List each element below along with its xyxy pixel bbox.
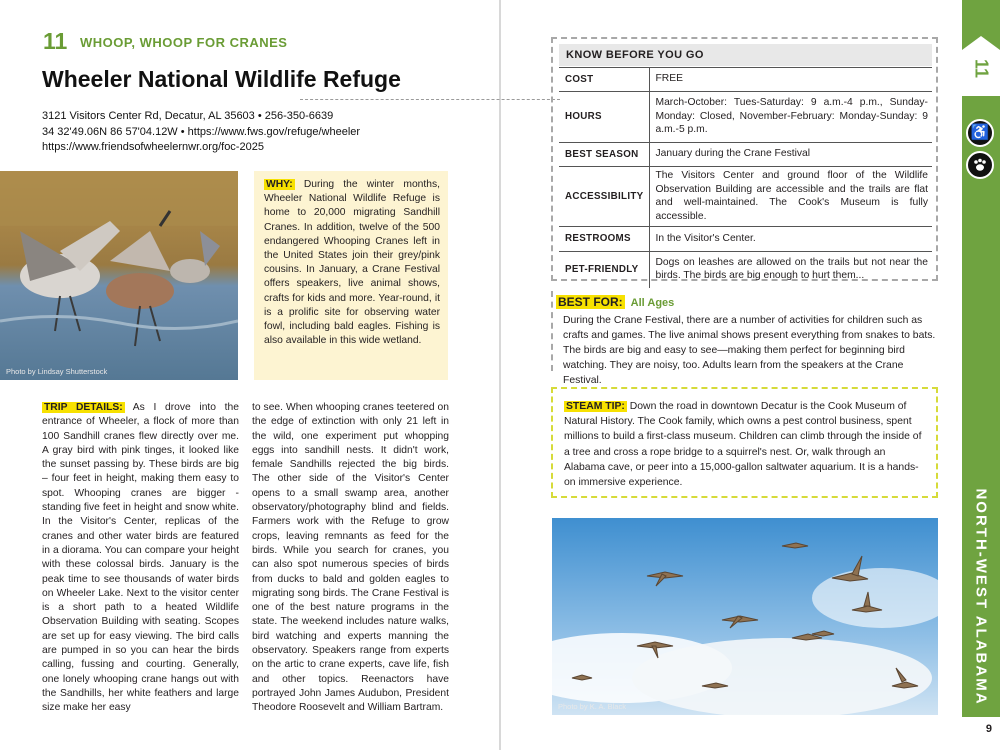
row-value: The Visitors Center and ground floor of the Wildlife Observation Building are accessible and the trails are flat and well-maintained. The Cook's Museum is fully accessible. <box>649 167 932 227</box>
know-before-you-go-table <box>559 67 932 288</box>
photo-credit: Photo by Lindsay Shutterstock <box>6 367 108 376</box>
row-key: PET-FRIENDLY <box>559 252 649 288</box>
best-for-text: During the Crane Festival, there are a number of activities for children such as crafts and games. The live animal shows present everything from snakes to bats. The birds are big and easy to see—making them perfect for beginning bird watching. They are noisy, too. Adults learn from the speakers at the Crane Festival. <box>563 315 936 386</box>
trip-details-label: TRIP DETAILS: <box>44 402 123 413</box>
flying-cranes-photo <box>552 518 938 715</box>
divider-line <box>300 99 560 100</box>
sandhill-cranes-photo <box>0 171 238 380</box>
row-value: January during the Crane Festival <box>649 143 932 167</box>
best-for-label: BEST FOR: <box>558 295 623 309</box>
steam-tip-box <box>551 387 938 498</box>
best-for-heading <box>556 295 674 309</box>
wheelchair-icon: ♿ <box>966 119 994 147</box>
table-row <box>559 167 932 227</box>
trip-details-column-2 <box>252 401 449 716</box>
trip-details-text-1: As I drove into the entrance of Wheeler, a flock of more than 100 Sandhill cranes flew directly over me. A gray bird with pink tinges, it looked like the sunset passing by. These birds are big – four feet in height, making them easy to spot. Whooping cranes are bigger -standing five feet in height and snow white. In the Visitor's Center, replicas of the cranes and other water birds are featured in a diorama. You can compare your height with these colossal birds. January is the peak time to see thousands of water birds on Wheeler Lake. Next to the visitor center is a short path to a heated Wildlife Observation Building with seating. Scopes are set up for easy viewing. The bird calls are pumped in so you can hear the birds calling, fussing and courting. Generally, one lonely whooping crane hangs out with the Sandhills, her white feathers and large size make her easy <box>42 402 239 714</box>
address-line: 3121 Visitors Center Rd, Decatur, AL 35603 • 256-350-6639 <box>42 110 334 122</box>
why-label: WHY: <box>266 179 293 190</box>
row-key: COST <box>559 68 649 92</box>
table-row <box>559 227 932 252</box>
row-value: March-October: Tues-Saturday: 9 a.m.-4 p.m., Sunday-Monday: Closed, November-February: Monday-Sunday: 9 a.m.-5 p.m. <box>649 92 932 143</box>
row-value: In the Visitor's Center. <box>649 227 932 252</box>
steam-tip-label: STEAM TIP: <box>566 401 625 412</box>
region-label: NORTH-WEST ALABAMA <box>972 488 990 706</box>
row-value: Dogs on leashes are allowed on the trails but not near the birds. The birds are big enough to hurt them... <box>649 252 932 288</box>
steam-tip-text: Down the road in downtown Decatur is the Cook Museum of Natural History. The Cook family, which owns a pest control business, spent millions to build a first-class museum. Children can climb through the inside of a tree and cross a rope bridge to a squirrel's nest. Or, walk through an Alabama cave, or peer into a 15,000-gallon saltwater aquarium. It is a hands-on immersive experience. <box>564 401 922 489</box>
page-spine <box>499 0 501 750</box>
table-row <box>559 252 932 288</box>
why-text: During the winter months, Wheeler National Wildlife Refuge is home to 20,000 migrating Sandhill Cranes. In addition, twelve of the 500 endangered Whooping Cranes left in the United States join their grey/pink cousins. In January, a Crane Festival offers speakers, live animal shows, crafts for kids and more. Year-round, it is a prolific site for observing water fowl, including bald eagles. Fishing is also available in this wide wetland. <box>264 179 440 347</box>
know-before-you-go-box <box>551 37 938 281</box>
site-title: Wheeler National Wildlife Refuge <box>42 66 401 92</box>
website-line: https://www.friendsofwheelernwr.org/foc-2025 <box>42 141 264 153</box>
row-key: BEST SEASON <box>559 143 649 167</box>
row-key: RESTROOMS <box>559 227 649 252</box>
row-value: FREE <box>649 68 932 92</box>
coordinates-line: 34 32'49.06N 86 57'04.12W • https://www.fws.gov/refuge/wheeler <box>42 126 361 138</box>
table-row <box>559 143 932 167</box>
best-for-value: All Ages <box>630 297 675 309</box>
trip-details-text-2: to see. When whooping cranes teetered on the edge of extinction with only 21 left in the wild, one experiment put whopping eggs into sandhill nests. It didn't work, female Sandhills rejected the big birds. The other side of the Visitor's Center opens to a small swamp area, another observatory/photography blind and fields. Farmers work with the Refuge to grow crops, leaving remnants as feed for the birds. While you search for cranes, you can also spot numerous species of birds from ducks to bald and golden eagles to migrating song birds. The Crane Festival is one of the best nature programs in the state. The weekend includes nature walks, bird watching and experts manning the observatory. Speakers range from experts on the artic to crane experts, cave life, fish and other topics. Reenactors have portrayed John James Audubon, President Theodore Roosevelt and William Bartram. <box>252 402 449 714</box>
chapter-title: WHOOP, WHOOP FOR CRANES <box>80 35 288 50</box>
photo-credit: Photo by K. A. Black <box>558 702 626 711</box>
table-row <box>559 92 932 143</box>
best-for-divider <box>551 291 553 371</box>
trip-details-column-1 <box>42 401 239 716</box>
why-box <box>254 171 448 380</box>
row-key: ACCESSIBILITY <box>559 167 649 227</box>
chapter-number: 11 <box>43 28 68 54</box>
table-row <box>559 68 932 92</box>
know-before-you-go-title: KNOW BEFORE YOU GO <box>559 44 932 66</box>
paw-icon <box>966 151 994 179</box>
row-key: HOURS <box>559 92 649 143</box>
tab-chapter-number: 11 <box>971 58 992 79</box>
page-number: 9 <box>962 714 1000 750</box>
